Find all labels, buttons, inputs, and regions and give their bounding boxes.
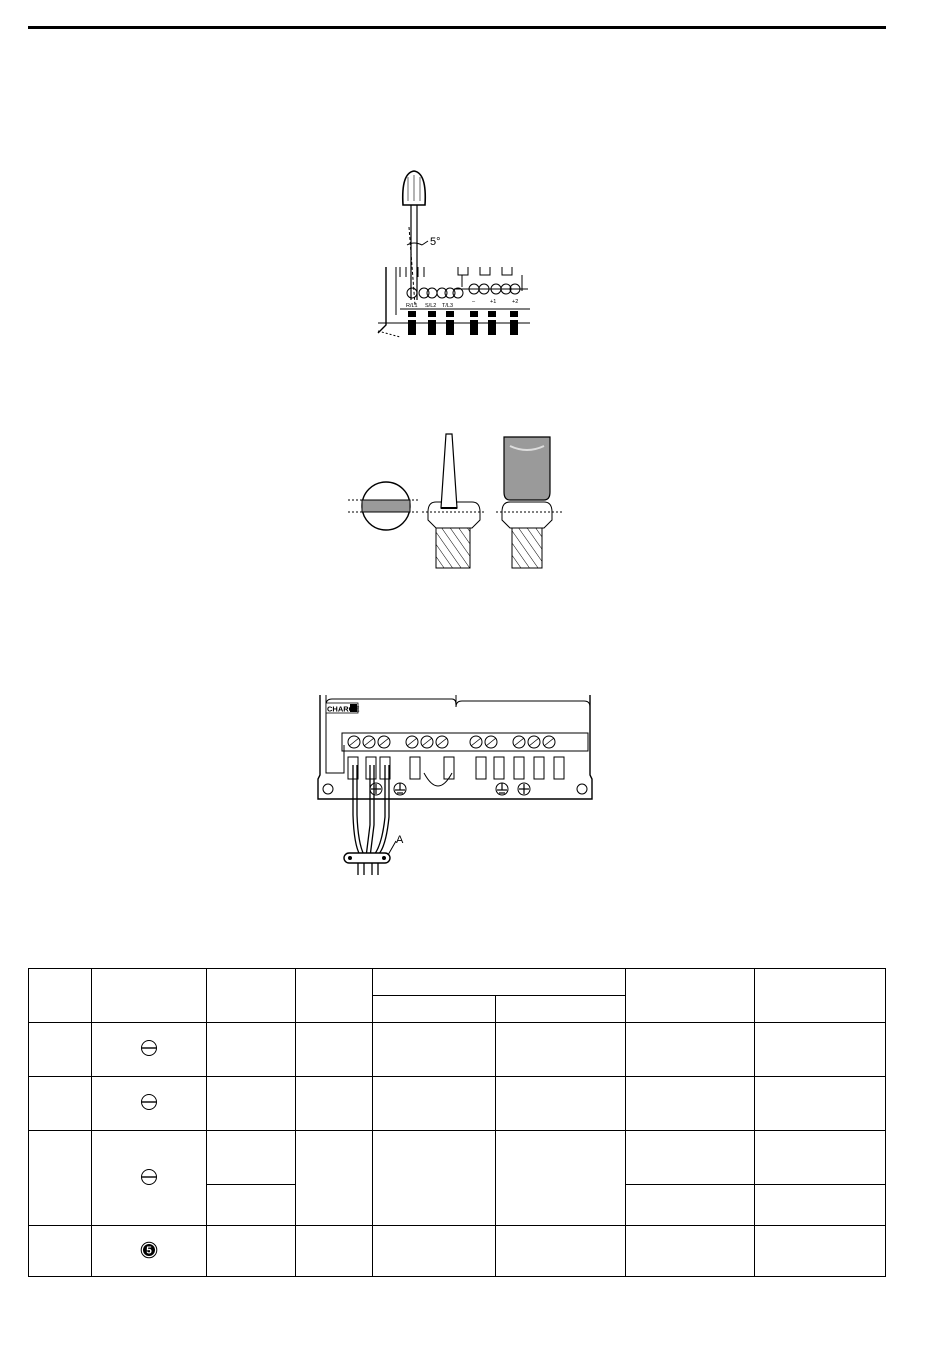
header-cell bbox=[626, 969, 755, 1023]
header-cell bbox=[296, 969, 373, 1023]
subheader-cell bbox=[496, 996, 626, 1023]
table-cell bbox=[29, 1023, 92, 1077]
screwdriver-angle-figure bbox=[370, 165, 540, 345]
slotted-screw-icon bbox=[140, 1039, 158, 1057]
table-row bbox=[29, 1023, 886, 1077]
table-row bbox=[29, 1131, 886, 1185]
table-cell bbox=[755, 1131, 886, 1185]
table-cell bbox=[373, 1023, 496, 1077]
table-cell bbox=[496, 1077, 626, 1131]
slotted-screw-icon bbox=[140, 1168, 158, 1186]
clamp-callout-label: A bbox=[396, 834, 404, 846]
header-cell bbox=[92, 969, 207, 1023]
table-cell bbox=[626, 1077, 755, 1131]
table-cell bbox=[755, 1226, 886, 1277]
header-cell bbox=[207, 969, 296, 1023]
table-cell bbox=[296, 1131, 373, 1226]
wiring-clamp-drawing bbox=[314, 695, 604, 875]
terminal-label-minus: – bbox=[472, 299, 476, 305]
header-cell bbox=[29, 969, 92, 1023]
header-cell bbox=[755, 969, 886, 1023]
table-cell bbox=[29, 1131, 92, 1226]
terminal-label-plus2: +2 bbox=[512, 299, 519, 305]
screwdriver-angle-drawing bbox=[370, 165, 540, 345]
table-row bbox=[29, 1077, 886, 1131]
terminal-label-plus1: +1 bbox=[490, 299, 497, 305]
table-cell bbox=[296, 1226, 373, 1277]
top-rule bbox=[28, 26, 886, 29]
subheader-cell bbox=[373, 996, 496, 1023]
hex-socket-size-label: 5 bbox=[146, 1245, 152, 1256]
table-cell bbox=[755, 1077, 886, 1131]
table-cell bbox=[496, 1023, 626, 1077]
slotted-screw-icon bbox=[140, 1093, 158, 1111]
header-cell-group bbox=[373, 969, 626, 996]
table-cell bbox=[755, 1023, 886, 1077]
screw-blade-figure bbox=[340, 432, 570, 572]
angle-label: 5° bbox=[430, 236, 441, 248]
terminal-label-t-l3: T/L3 bbox=[442, 303, 454, 309]
screw-icon-cell bbox=[92, 1226, 207, 1277]
table-cell bbox=[626, 1185, 755, 1226]
table-row bbox=[29, 1226, 886, 1277]
table-cell bbox=[373, 1131, 496, 1226]
table-cell bbox=[626, 1226, 755, 1277]
table-cell bbox=[755, 1185, 886, 1226]
table-cell bbox=[29, 1226, 92, 1277]
screw-icon-cell bbox=[92, 1077, 207, 1131]
table-cell bbox=[207, 1131, 296, 1185]
screw-icon-cell bbox=[92, 1023, 207, 1077]
terminal-screw-table bbox=[28, 968, 886, 1277]
table-cell bbox=[626, 1023, 755, 1077]
screw-icon-cell bbox=[92, 1131, 207, 1226]
table-cell bbox=[296, 1077, 373, 1131]
screw-blade-drawing bbox=[340, 432, 570, 572]
hex-socket-screw-icon bbox=[140, 1241, 158, 1259]
table-cell bbox=[207, 1226, 296, 1277]
table-cell bbox=[29, 1077, 92, 1131]
wiring-clamp-figure bbox=[314, 695, 604, 875]
table-cell bbox=[496, 1131, 626, 1226]
table-cell bbox=[207, 1185, 296, 1226]
terminal-label-s-l2: S/L2 bbox=[425, 303, 437, 309]
table-cell bbox=[296, 1023, 373, 1077]
table-cell bbox=[626, 1131, 755, 1185]
terminal-label-r-l1: R/L1 bbox=[406, 303, 418, 309]
table-cell bbox=[373, 1226, 496, 1277]
table-cell bbox=[207, 1023, 296, 1077]
table-cell bbox=[496, 1226, 626, 1277]
charge-label: CHARGE bbox=[327, 704, 360, 714]
table-cell bbox=[373, 1077, 496, 1131]
table-header-row bbox=[29, 969, 886, 996]
table-cell bbox=[207, 1077, 296, 1131]
